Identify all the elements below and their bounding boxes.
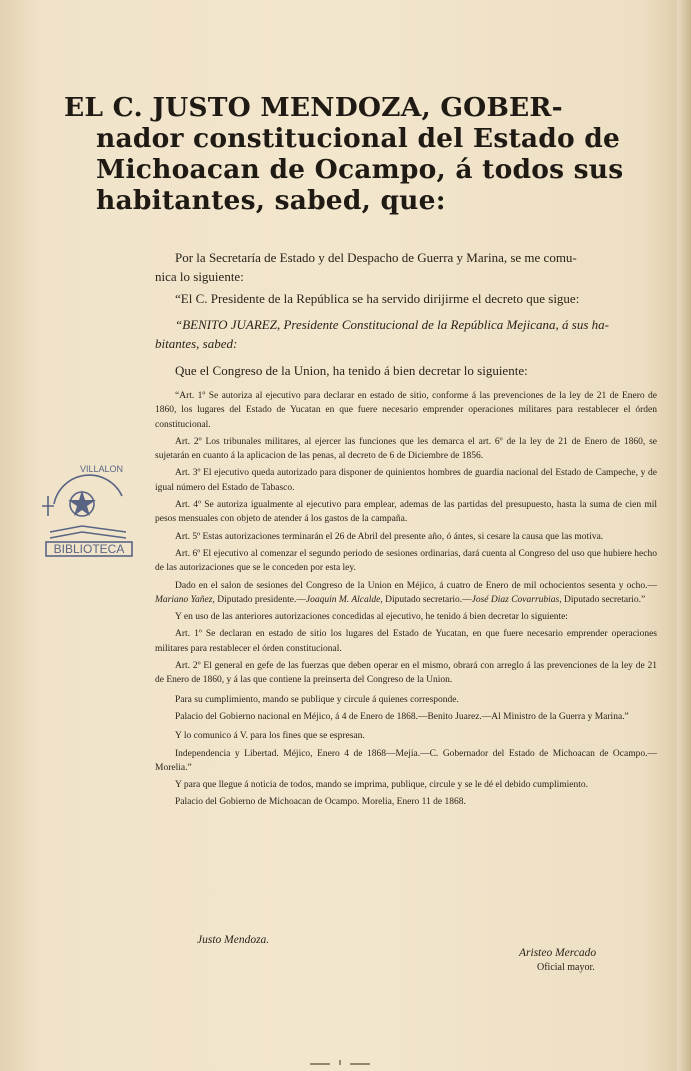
svg-text:VILLALON: VILLALON — [80, 464, 124, 474]
closing-paragraph: Y lo comunico á V. para los fines que se espresan. — [175, 731, 365, 742]
closing-paragraph: Palacio del Gobierno nacional en Méjico, á 4 de Enero de 1868.—Benito Juarez.—Al Ministro de la Guerra y Marina.” — [175, 711, 629, 722]
closing-paragraph: Para su cumplimiento, mando se publique y circule á quienes corresponde. — [175, 694, 459, 705]
proclamation-body — [155, 248, 657, 810]
article-paragraph: “Art. 1º Se autoriza al ejecutivo para declarar en estado de sitio, conforme á las prevenciones de la ley de 21 de Enero de 1860, los lugares del Estado de Yucatan en que fuere necesario emprender operaciones militares para restablecer el órden constitucional. — [155, 391, 657, 430]
proclamation-title — [64, 92, 664, 216]
decree-article: Art. 1º Se declaran en estado de sitio los lugares del Estado de Yucatan, en que fuere necesario emprender operaciones militares para restablecer el órden constitucional. — [155, 629, 657, 654]
article-paragraph: Art. 5º Estas autorizaciones terminarán el 26 de Abril del presente año, ó ántes, si cesare la causa que las motiva. — [175, 531, 604, 542]
title-line-4: habitantes, sabed, que: — [96, 185, 446, 216]
article-paragraph: Art. 3º El ejecutivo queda autorizado para disponer de quinientos hombres de guardia nacional del Estado de Campeche, y de igual número del Estado de Tabasco. — [155, 468, 657, 493]
decorative-mark — [300, 1058, 380, 1066]
dado-paragraph: Dado en el salon de sesiones del Congreso de la Union en Méjico, á cuatro de Enero de mil ochocientos sesenta y ocho.—Mariano Yañez, Diputado presidente.—Joaquin M. Alcalde, Diputado secretario.—José Diaz Covarrubias, Diputado secretario.” — [155, 580, 657, 605]
title-line-3: Michoacan de Ocampo, á todos sus — [96, 154, 624, 185]
closing-paragraph: Independencia y Libertad. Méjico, Enero 4 de 1868—Mejía.—C. Gobernador del Estado de Michoacan de Ocampo.—Morelia.” — [155, 748, 657, 773]
page-edge — [677, 0, 691, 1071]
congress-articles — [155, 389, 657, 576]
decree-article: Art. 2º El general en gefe de las fuerzas que deben operar en el mismo, obrará con arreglo á las prevenciones de la ley de 21 de Enero de 1860, y á las que contiene la preinserta del Congreso de la Union. — [155, 661, 657, 686]
title-line-2: nador constitucional del Estado de — [96, 123, 621, 154]
governor-signature: Justo Mendoza. — [197, 934, 270, 946]
closing-paragraph: Palacio del Gobierno de Michoacan de Ocampo. Morelia, Enero 11 de 1868. — [175, 797, 466, 808]
official-role: Oficial mayor. — [537, 962, 595, 973]
article-paragraph: Art. 6º El ejecutivo al comenzar el segundo periodo de sesiones ordinarias, dará cuenta al Congreso del uso que hubiere hecho de las autorizaciones que se le conceden por esta ley. — [155, 548, 657, 574]
official-signature: Aristeo Mercado — [519, 947, 597, 959]
lead-paragraph-3: “BENITO JUAREZ, Presidente Constitucional de la República Mejicana, á sus ha- bitantes, sabed: — [155, 317, 610, 351]
lead-paragraph-2: “El C. Presidente de la República se ha servido dirijirme el decreto que sigue: — [175, 291, 580, 306]
lead-paragraph-1: Por la Secretaría de Estado y del Despacho de Guerra y Marina, se me comu- nica lo siguiente: — [155, 250, 577, 284]
svg-text:BIBLIOTECA: BIBLIOTECA — [53, 542, 125, 556]
article-paragraph: Art. 4º Se autoriza igualmente al ejecutivo para emplear, ademas de las partidas del presupuesto, hasta la suma de cien mil pesos mensuales con objeto de atender á los gastos de la campaña. — [155, 500, 657, 525]
decree-intro: Y en uso de las anteriores autorizaciones concedidas al ejecutivo, he tenido á bien decretar lo siguiente: — [175, 612, 568, 623]
library-stamp-icon — [40, 454, 140, 564]
lead-paragraph-4: Que el Congreso de la Union, ha tenido á bien decretar lo siguiente: — [175, 363, 528, 378]
closing-paragraph: Y para que llegue á noticia de todos, mando se imprima, publique, circule y se le dé el debido cumplimiento. — [175, 780, 589, 791]
title-line-1: EL C. JUSTO MENDOZA, GOBER- — [64, 92, 563, 123]
article-paragraph: Art. 2º Los tribunales militares, al ejercer las funciones que les demarca el art. 6º de la ley de 21 de Enero de 1860, se sujetarán en cuanto á la aplicacion de las penas, al decreto de 6 de Diciembre de 1856. — [155, 436, 657, 462]
